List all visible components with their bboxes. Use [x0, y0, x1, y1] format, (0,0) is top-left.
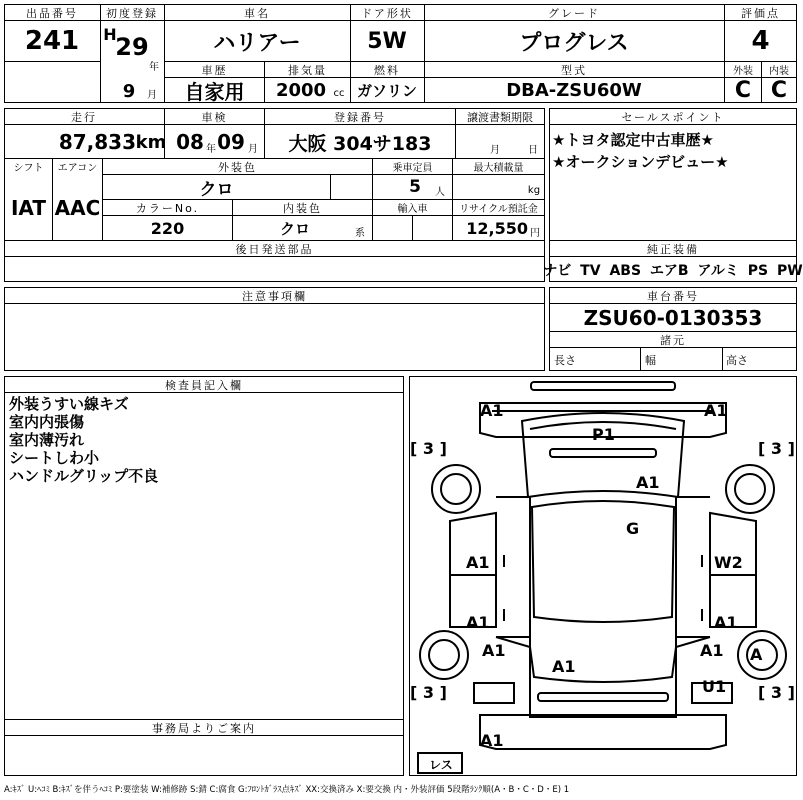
office-label: 事務局よりご案内	[5, 720, 403, 735]
recycle-label: リサイクル預託金	[459, 204, 538, 215]
ext-color-label: 外装色	[103, 159, 372, 174]
tire-tread-fr: [ 3 ]	[758, 439, 795, 458]
inspection-year-unit: 年	[206, 143, 216, 155]
mileage-label: 走行	[5, 109, 163, 124]
first-reg-label: 初度登録	[101, 5, 163, 20]
inspector-line: ハンドルグリップ不良	[9, 466, 159, 485]
ext-grade: C	[734, 77, 752, 103]
legend: A:ｷｽﾞ U:ﾍｺﾐ B:ｷｽﾞを伴うﾍｺﾐ P:要塗装 W:補修跡 S:錆 C:腐食 G:ﾌﾛﾝﾄｶﾞﾗｽ点ｷｽﾞ XX:交換済み X:要交換 内・外装評価 5段階ﾗﾝｸ順(A・B・C・D・E) 1	[4, 785, 570, 795]
door-label: ドア形状	[351, 5, 423, 20]
int-color-label: 内装色	[233, 200, 372, 215]
chassis-label: 車台番号	[550, 288, 796, 303]
equipment-list: ナビ TV ABS エアB アルミ PS PW	[543, 262, 803, 279]
shift: IAT	[10, 196, 46, 220]
lot-number: 241	[24, 26, 80, 56]
fuel-label: 燃料	[351, 62, 423, 77]
damage-mark: A1	[482, 641, 506, 660]
year-unit: 年	[149, 61, 159, 73]
door-type: 5W	[367, 28, 407, 54]
displacement-label: 排気量	[265, 62, 350, 77]
damage-mark: U1	[702, 677, 727, 696]
int-label: 内装	[769, 66, 789, 77]
history-label: 車歴	[165, 62, 264, 77]
tire-tread-rr: [ 3 ]	[758, 683, 795, 702]
damage-mark: A1	[466, 553, 490, 572]
tire-tread-rl: [ 3 ]	[410, 683, 447, 702]
damage-mark: A1	[552, 657, 576, 676]
width-label: 幅	[645, 354, 656, 367]
damage-mark: P1	[592, 425, 615, 444]
notes-label: 注意事項欄	[5, 288, 544, 303]
sales-label: セールスポイント	[550, 109, 796, 124]
damage-mark: G	[626, 519, 640, 538]
load-label: 最大積載量	[473, 163, 524, 174]
length-label: 長さ	[554, 354, 576, 367]
transfer-day: 日	[528, 144, 538, 156]
fuel: ガソリン	[356, 81, 417, 100]
inspector-line: シートしわ小	[9, 448, 100, 467]
month-unit: 月	[147, 89, 157, 101]
load-unit: kg	[527, 184, 541, 196]
transfer-month: 月	[490, 144, 500, 156]
model: DBA-ZSU60W	[506, 79, 642, 101]
ac-label: エアコン	[57, 163, 98, 174]
int-grade: C	[770, 77, 788, 103]
ac: AAC	[54, 196, 101, 220]
car-name-label: 車名	[165, 5, 349, 20]
era: H	[103, 24, 117, 44]
inspector-line: 室内薄汚れ	[9, 430, 85, 449]
registration-label: 登録番号	[265, 109, 455, 124]
history: 自家用	[184, 79, 245, 104]
first-reg-month: 9	[122, 80, 136, 102]
capacity-unit: 人	[435, 186, 445, 198]
damage-mark: A	[750, 645, 763, 664]
damage-mark: A1	[714, 613, 738, 632]
sales-line: ★オークションデビュー★	[552, 152, 729, 171]
grade: プログレス	[519, 30, 629, 56]
recycle: 12,550	[466, 218, 528, 238]
shift-label: シフト	[13, 163, 44, 174]
ext-color: クロ	[199, 179, 234, 200]
int-color-unit: 系	[355, 227, 365, 239]
car-diagram	[409, 376, 797, 776]
ext-label: 外装	[733, 66, 753, 77]
spec-label: 諸元	[550, 332, 796, 347]
inspector-line: 室内内張傷	[9, 412, 85, 431]
damage-mark: A1	[466, 613, 490, 632]
capacity-label: 乗車定員	[392, 163, 433, 174]
registration: 大阪 304サ183	[288, 132, 432, 155]
inspector-line: 外装うすい線キズ	[9, 394, 129, 413]
displacement: 2000	[275, 79, 327, 101]
inspection-year: 08	[176, 130, 204, 154]
capacity: 5	[409, 177, 421, 197]
inspector-label: 検査員記入欄	[5, 377, 403, 392]
damage-mark: A1	[704, 401, 728, 420]
lot-label: 出品番号	[5, 5, 99, 20]
score: 4	[751, 26, 770, 56]
model-label: 型式	[425, 62, 723, 77]
car-name: ハリアー	[213, 30, 301, 56]
transfer-label: 譲渡書類期限	[456, 109, 544, 124]
equipment-label: 純正装備	[550, 241, 796, 256]
mileage: 87,833	[58, 130, 136, 154]
damage-mark: A1	[480, 731, 504, 750]
mileage-unit: km	[135, 131, 167, 153]
inspection-label: 車検	[165, 109, 264, 124]
score-label: 評価点	[725, 5, 796, 20]
sales-line: ★トヨタ認定中古車歴★	[552, 130, 714, 149]
import-label: 輸入車	[397, 204, 428, 215]
tire-tread-fl: [ 3 ]	[410, 439, 447, 458]
int-color: クロ	[279, 219, 310, 238]
recycle-unit: 円	[530, 227, 540, 239]
color-no-label: カラーNo.	[103, 200, 232, 215]
damage-mark: W2	[714, 553, 743, 572]
chassis-number: ZSU60-0130353	[583, 305, 763, 330]
grade-label: グレード	[425, 5, 723, 20]
damage-mark: A1	[480, 401, 504, 420]
damage-mark: A1	[636, 473, 660, 492]
inspection-month: 09	[217, 130, 245, 154]
height-label: 高さ	[726, 354, 748, 367]
later-parts-label: 後日発送部品	[5, 241, 544, 256]
color-no: 220	[150, 218, 185, 238]
inspection-month-unit: 月	[248, 143, 258, 155]
rear-label: レス	[429, 757, 453, 772]
displacement-unit: cc	[333, 87, 345, 99]
damage-mark: A1	[700, 641, 724, 660]
first-reg-year: 29	[115, 33, 149, 61]
